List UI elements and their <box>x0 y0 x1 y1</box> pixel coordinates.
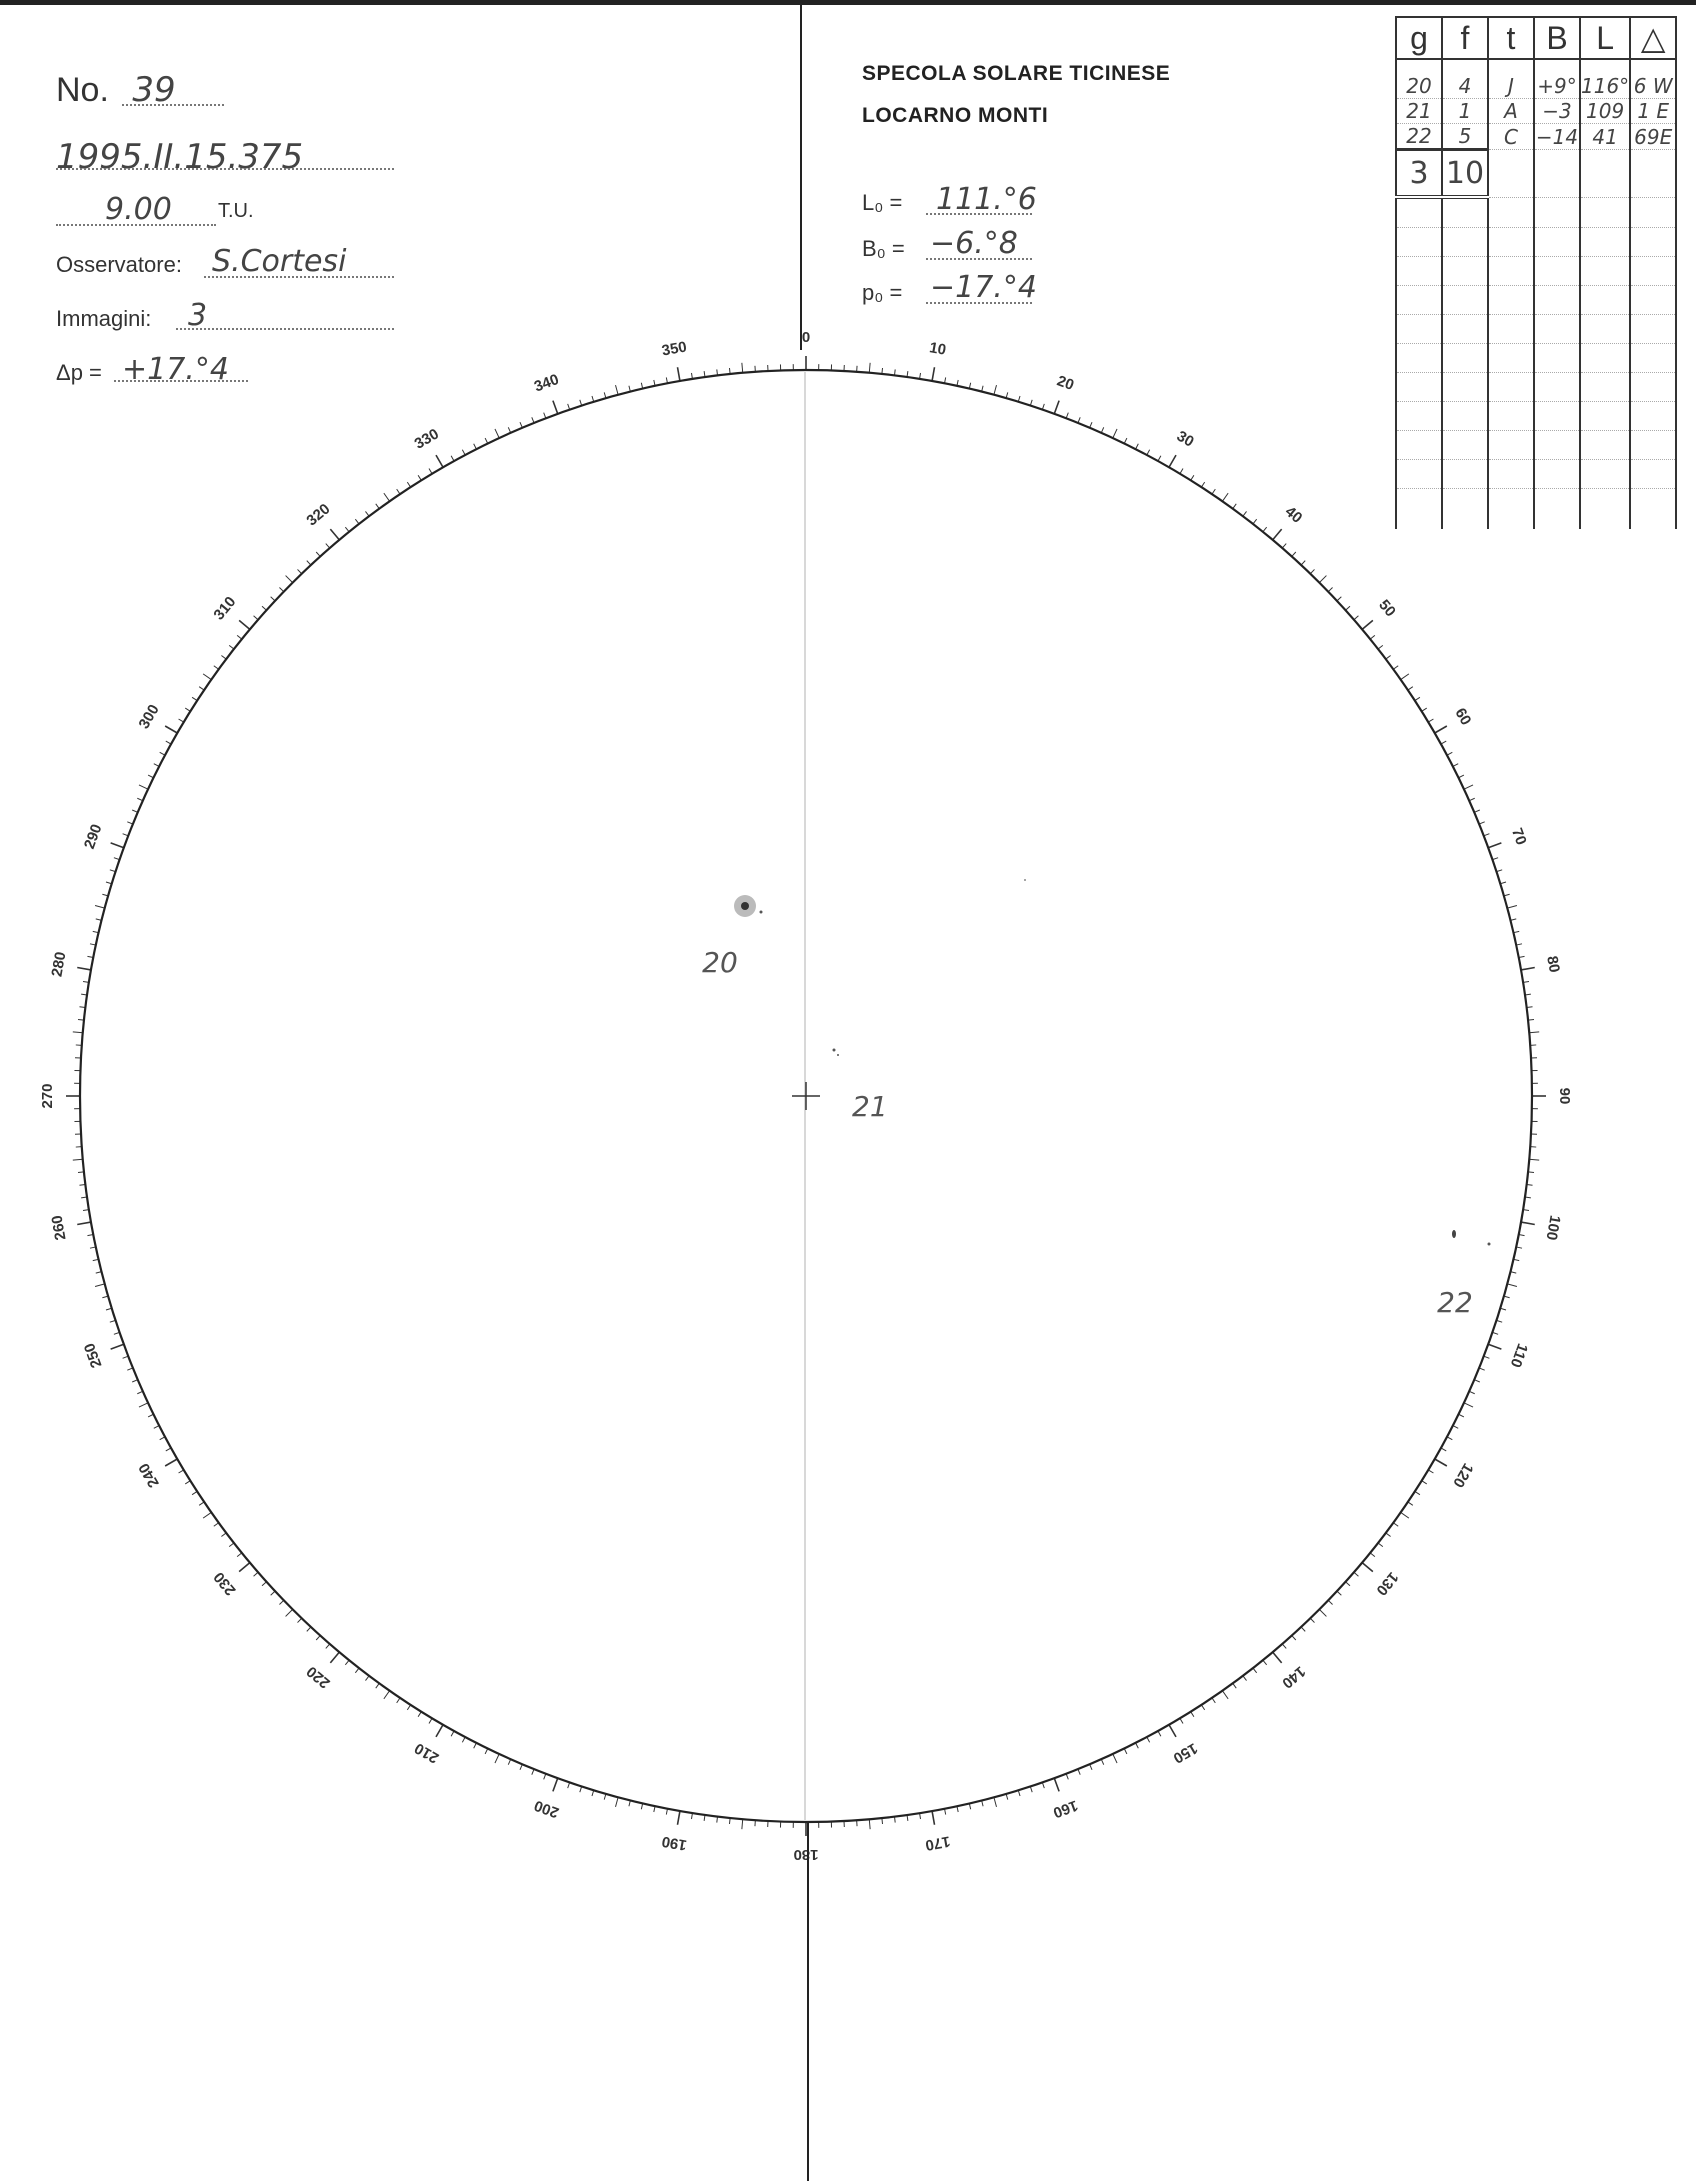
dial-tick <box>1362 1563 1373 1572</box>
dial-label: 160 <box>1050 1796 1081 1822</box>
dial-tick <box>1319 576 1326 583</box>
dial-label: 340 <box>531 370 562 396</box>
dial-tick <box>869 363 870 373</box>
sunspot-pore <box>837 1054 839 1056</box>
table-cell: 6 W <box>1630 74 1676 99</box>
dial-tick <box>77 1222 91 1224</box>
dial-label: 150 <box>1170 1739 1201 1767</box>
dial-tick <box>384 493 390 501</box>
dial-tick <box>994 385 997 395</box>
dial-label: 70 <box>1507 825 1530 848</box>
total-groups: 3 <box>1396 150 1442 198</box>
dial-tick <box>678 367 680 381</box>
delta-p-label: Δp = <box>56 360 102 385</box>
dial-tick <box>1113 1754 1117 1763</box>
time-unit-label: T.U. <box>218 200 254 222</box>
dial-label: 330 <box>411 425 442 453</box>
table-cell: −3 <box>1534 99 1580 124</box>
column-header-b: B <box>1534 17 1580 59</box>
dial-tick <box>139 1403 148 1407</box>
dial-tick <box>139 785 148 789</box>
dial-label: 120 <box>1449 1460 1477 1491</box>
dial-label: 250 <box>80 1340 106 1371</box>
dial-tick <box>1401 1512 1409 1518</box>
observer-value: S.Cortesi <box>212 244 347 279</box>
group-label-21: 21 <box>852 1090 888 1123</box>
table-cell: −14 <box>1535 124 1579 149</box>
observatory-location: LOCARNO MONTI <box>862 104 1049 127</box>
dial-tick <box>111 843 124 848</box>
dial-tick <box>165 726 177 733</box>
dial-tick <box>616 1797 619 1807</box>
observer-label: Osservatore: <box>56 252 182 277</box>
dial-tick <box>1362 620 1373 629</box>
dial-label: 50 <box>1375 596 1399 621</box>
dial-tick <box>1529 1032 1539 1033</box>
dial-tick <box>678 1811 680 1825</box>
dial-label: 110 <box>1506 1341 1531 1370</box>
dial-label: 240 <box>135 1460 163 1491</box>
dial-tick <box>203 674 211 680</box>
table-cell: J <box>1488 74 1534 99</box>
dial-tick <box>1054 1778 1059 1791</box>
record-number-value: 39 <box>132 70 176 110</box>
dial-tick <box>1169 1725 1176 1737</box>
table-cell: C <box>1488 124 1534 150</box>
dial-tick <box>1435 726 1447 733</box>
dial-label: 30 <box>1173 427 1197 451</box>
dial-label: 0 <box>801 328 811 346</box>
table-cell: 5 <box>1442 124 1488 150</box>
dial-tick <box>73 1032 83 1033</box>
column-header-g: g <box>1396 17 1442 59</box>
dial-label: 20 <box>1054 372 1077 395</box>
sunspot-pore <box>1452 1230 1456 1238</box>
dial-tick <box>1507 906 1517 909</box>
images-label: Immagini: <box>56 306 152 331</box>
dial-label: 40 <box>1281 503 1306 527</box>
dial-label: 210 <box>411 1739 442 1767</box>
table-cell: +9° <box>1534 74 1580 99</box>
dial-tick <box>1319 1609 1326 1616</box>
dial-label: 300 <box>135 701 163 732</box>
dial-tick <box>384 1691 390 1699</box>
dial-label: 320 <box>303 500 334 530</box>
record-number-label: No. <box>56 71 109 109</box>
dial-tick <box>1488 843 1501 848</box>
table-cell: A <box>1488 99 1534 124</box>
dial-tick <box>1222 1691 1228 1699</box>
dial-tick <box>1113 429 1117 438</box>
dial-tick <box>1273 529 1282 540</box>
sunspot-umbra <box>741 902 749 910</box>
dial-label: 190 <box>660 1832 689 1854</box>
dial-label: 350 <box>660 338 689 360</box>
p0-value: −17.°4 <box>930 270 1037 305</box>
dial-tick <box>553 1778 558 1791</box>
dial-tick <box>1521 1222 1535 1224</box>
images-value: 3 <box>188 298 208 333</box>
table-cell: 41 <box>1580 124 1630 150</box>
dial-tick <box>95 1284 105 1287</box>
total-spots: 10 <box>1442 150 1488 198</box>
dial-tick <box>742 1819 743 1829</box>
delta-p-value: +17.°4 <box>122 352 229 387</box>
group-label-22: 22 <box>1437 1286 1473 1319</box>
sunspot-pore <box>833 1049 836 1052</box>
dial-tick <box>1222 493 1228 501</box>
sunspot-pore <box>760 911 763 914</box>
dial-tick <box>1273 1652 1282 1663</box>
dial-tick <box>1529 1159 1539 1160</box>
dial-label: 140 <box>1278 1662 1309 1692</box>
dial-tick <box>286 1609 293 1616</box>
dial-tick <box>203 1512 211 1518</box>
dial-tick <box>111 1344 124 1349</box>
dial-tick <box>95 906 105 909</box>
dial-label: 60 <box>1451 705 1475 729</box>
sunspot-pore <box>1488 1243 1491 1246</box>
l0-value: 111.°6 <box>936 182 1037 217</box>
dial-tick <box>239 620 250 629</box>
table-cell: 1 <box>1442 99 1488 124</box>
dial-tick <box>286 576 293 583</box>
table-cell: 69E <box>1630 124 1676 150</box>
column-header-f: f <box>1442 17 1488 59</box>
dial-label: 80 <box>1543 954 1563 974</box>
dial-label: 280 <box>48 950 70 979</box>
table-cell: 20 <box>1396 74 1442 99</box>
table-cell: 22 <box>1396 124 1442 150</box>
observatory-name: SPECOLA SOLARE TICINESE <box>862 62 1171 85</box>
table-cell: 1 E <box>1630 99 1676 124</box>
dial-tick <box>1507 1284 1517 1287</box>
dial-tick <box>73 1159 83 1160</box>
dial-tick <box>1464 1403 1473 1407</box>
dial-tick <box>742 363 743 373</box>
dial-label: 100 <box>1542 1213 1564 1242</box>
dial-tick <box>869 1819 870 1829</box>
dial-label: 180 <box>793 1846 819 1864</box>
group-label-20: 20 <box>702 946 738 979</box>
dial-tick <box>994 1797 997 1807</box>
dial-label: 290 <box>80 821 106 852</box>
p0-label: p₀ = <box>862 280 903 305</box>
dial-tick <box>495 429 499 438</box>
dial-label: 200 <box>531 1796 562 1822</box>
dial-tick <box>616 385 619 395</box>
l0-label: L₀ = <box>862 190 903 215</box>
dial-label: 310 <box>210 593 240 624</box>
dial-tick <box>1401 674 1409 680</box>
column-header-l: L <box>1580 17 1630 59</box>
dial-tick <box>330 1652 339 1663</box>
dial-tick <box>1488 1344 1501 1349</box>
dial-tick <box>1435 1459 1447 1466</box>
sunspot-pore <box>1024 879 1026 881</box>
dial-label: 90 <box>1556 1087 1574 1105</box>
table-cell: 21 <box>1396 99 1442 124</box>
dial-tick <box>495 1754 499 1763</box>
column-header-t: t <box>1488 17 1534 59</box>
date-value: 1995.II.15.375 <box>56 137 304 177</box>
dial-tick <box>165 1459 177 1466</box>
dial-tick <box>239 1563 250 1572</box>
dial-tick <box>330 529 339 540</box>
dial-tick <box>932 367 934 381</box>
dial-label: 270 <box>38 1083 56 1109</box>
dial-tick <box>1169 455 1176 467</box>
time-value: 9.00 <box>105 192 172 227</box>
dial-label: 260 <box>48 1213 70 1242</box>
dial-label: 220 <box>303 1662 334 1692</box>
dial-label: 130 <box>1372 1568 1402 1599</box>
dial-tick <box>77 968 91 970</box>
dial-tick <box>1521 968 1535 970</box>
b0-label: B₀ = <box>862 236 905 261</box>
dial-tick <box>1464 785 1473 789</box>
dial-tick <box>436 455 443 467</box>
b0-value: −6.°8 <box>930 226 1018 261</box>
table-cell: 116° <box>1581 74 1630 98</box>
dial-label: 10 <box>928 339 948 359</box>
table-cell: 109 <box>1580 99 1630 124</box>
dial-tick <box>553 401 558 414</box>
dial-tick <box>436 1725 443 1737</box>
dial-tick <box>1054 401 1059 414</box>
dial-label: 230 <box>210 1568 240 1599</box>
dial-label: 170 <box>923 1832 952 1854</box>
table-cell: 4 <box>1442 74 1488 99</box>
dial-tick <box>932 1811 934 1825</box>
column-header-delta: △ <box>1630 17 1676 59</box>
